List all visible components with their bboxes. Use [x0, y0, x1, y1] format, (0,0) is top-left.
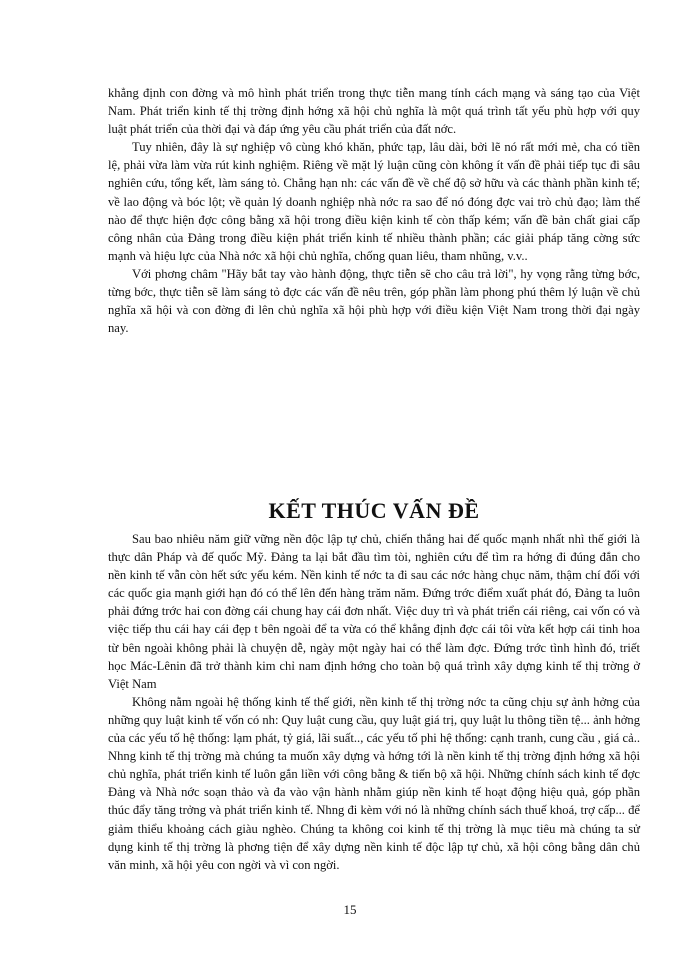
section-heading: KẾT THÚC VẤN ĐỀ	[268, 498, 480, 523]
paragraph: khẳng định con đờng và mô hình phát triển trong thực tiễn mang tính cách mạng và sáng tạo của Việt Nam. Phát triển kinh tế thị trờng định hớng xã hội chủ nghĩa là một quá trình tất yếu phù hợp với quy luật phát triển của thời đại và đáp ứng yêu cầu phát triển của đất nớc.	[108, 86, 640, 137]
paragraph: Tuy nhiên, đây là sự nghiệp vô cùng khó khăn, phức tạp, lâu dài, bởi lẽ nó rất mới mẻ, cha có tiền lệ, phải vừa làm vừa rút kinh nghiệm. Riêng về mặt lý luận cũng còn không ít vấn đề phải tiếp tục đi sâu nghiên cứu, tổng kết, làm sáng tỏ. Chẳng hạn nh: các vấn đề về chế độ sở hữu và các thành phần kinh tế; về lao động và bóc lột; về quản lý doanh nghiệp nhà nớc ra sao để nó đóng đợc vai trò chủ đạo; làm thế nào để thực hiện đợc công bằng xã hội trong điều kiện kinh tế còn thấp kém; vấn đề bản chất giai cấp công nhân của Đảng trong điều kiện phát triển kinh tế nhiều thành phần; các giải pháp tăng cờng sức mạnh và hiệu lực của Nhà nớc xã hội chủ nghĩa, chống quan liêu, tham nhũng, v.v..	[108, 140, 640, 263]
paragraph: Không nằm ngoài hệ thống kinh tế thế giới, nền kinh tế thị trờng nớc ta cũng chịu sự ảnh hởng của những quy luật kinh tế vốn có nh: Quy luật cung cầu, quy luật giá trị, quy luật lu thông tiền tệ... ảnh hởng của các yếu tố hệ thống: lạm phát, tỷ giá, lãi suất.., các yếu tố phi hệ thống: cạnh tranh, cung cầu , giá cả.. Nhng kinh tế thị trờng mà chúng ta muốn xây dựng và hớng tới là nền kinh tế thị trờng định hớng xã hội chủ nghĩa, phát triển kinh tế luôn gắn liền với công bằng & tiến bộ xã hội. Những chính sách kinh tế đợc Đảng và Nhà nớc soạn thảo và đa vào vận hành nhằm giúp nền kinh tế hoạt động hiệu quả, góp phần thúc đẩy tăng trởng và phát triển kinh tế. Nhng đi kèm với nó là những chính sách thuế khoá, trợ cấp... để giảm thiểu khoảng cách giàu nghèo. Chúng ta không coi kinh tế thị trờng là mục tiêu mà chúng ta sử dụng kinh tế thị trờng là phơng tiện để xây dựng nền kinh tế độc lập tự chủ, xã hội công bằng dân chủ văn minh, xã hội yêu con ngời và vì con ngời.	[108, 694, 640, 872]
bottom-text-block	[108, 530, 640, 874]
paragraph: Sau bao nhiêu năm giữ vững nền độc lập tự chủ, chiến thắng hai đế quốc mạnh nhất nhì thế giới là thực dân Pháp và đế quốc Mỹ. Đảng ta lại bắt đầu tìm tòi, nghiên cứu để tìm ra hớng đi đúng đắn cho nền kinh tế vẫn còn hết sức yếu kém. Nền kinh tế nớc ta đi sau các nớc hàng chục năm, thậm chí đối với các quốc gia mạnh giới hạn đó có thể lên đến hàng trăm năm. Đứng trớc điểm xuất phát đó, Đảng ta luôn phải đứng trớc hai con đờng cái chung hay cái đơn nhất. Việc duy trì và phát triển cái riêng, cai vốn có và việc tiếp thu cái hay cái đẹp t bên ngoài để ta vừa có thể khẳng định đợc cái tôi vừa kết hợp cái tinh hoa từ bên ngoài không phải là chuyện dễ, ngày một ngày hai có thể làm đợc. Đứng trớc tình hình đó, triết học Mác-Lênin đã trở thành kim chỉ nam định hớng cho toàn bộ quá trình xây dựng kinh tế thị trờng ở Việt Nam	[108, 532, 640, 691]
top-text-block	[108, 84, 640, 337]
page-number: 15	[343, 902, 357, 917]
paragraph: Với phơng châm "Hãy bắt tay vào hành động, thực tiễn sẽ cho câu trả lời", hy vọng rằng từng bớc, từng bớc, thực tiễn sẽ làm sáng tỏ đợc các vấn đề nêu trên, góp phần làm phong phú thêm lý luận về chủ nghĩa xã hội và con đờng đi lên chủ nghĩa xã hội phù hợp với điều kiện Việt Nam trong thời đại ngày nay.	[108, 266, 640, 336]
